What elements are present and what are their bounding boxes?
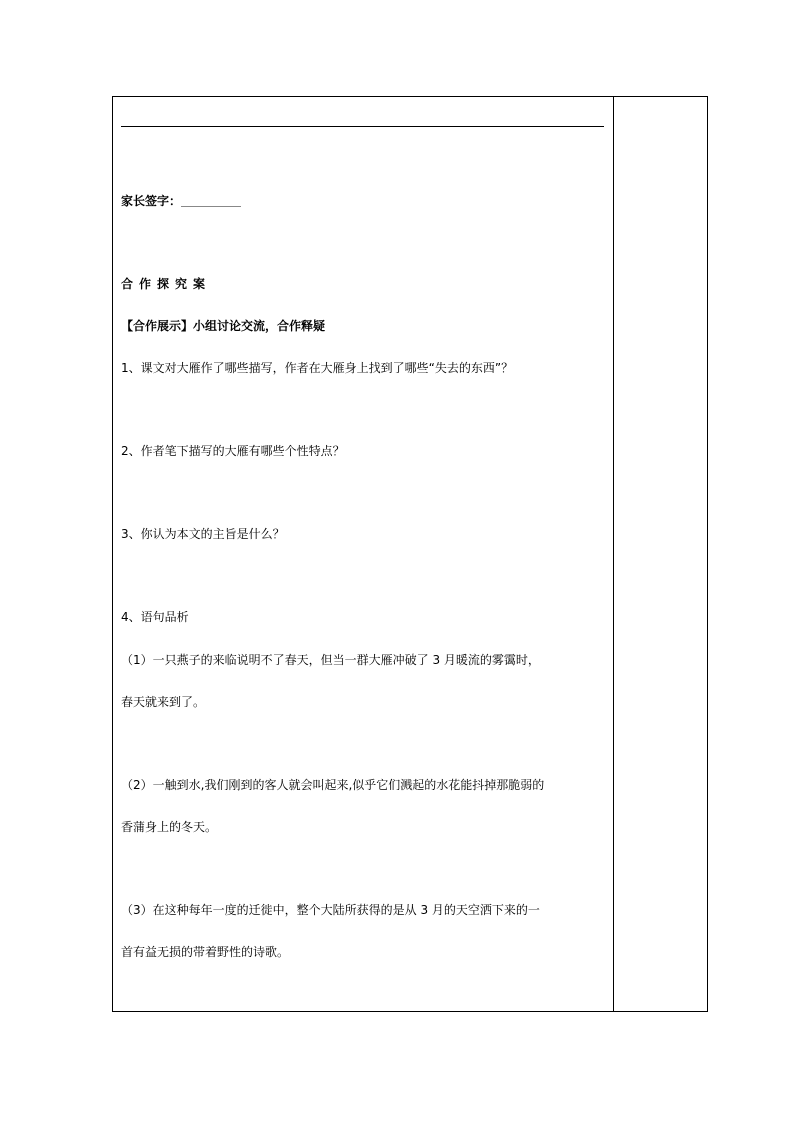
signature-blank: ＿＿＿＿＿	[181, 194, 242, 208]
signature-label: 家长签字：	[121, 194, 182, 208]
question-3: 3、你认为本文的主旨是什么？	[121, 527, 285, 541]
section-title: 合作探究案	[121, 277, 212, 291]
worksheet-table	[112, 96, 708, 1012]
question-4: 4、语句品析	[121, 610, 189, 624]
question-1: 1、课文对大雁作了哪些描写，作者在大雁身上找到了哪些“失去的东西”？	[121, 361, 514, 375]
sentence-1-line-1: （1）一只燕子的来临说明不了春天，但当一群大雁冲破了 3 月暖流的雾霭时，	[121, 653, 540, 667]
answer-line	[121, 126, 604, 127]
sentence-3-line-2: 首有益无损的带着野性的诗歌。	[121, 945, 290, 959]
column-divider	[613, 97, 614, 1011]
sentence-2-line-2: 香蒲身上的冬天。	[121, 820, 218, 834]
sentence-1-line-2: 春天就来到了。	[121, 695, 206, 709]
parent-signature	[121, 194, 241, 208]
question-2: 2、作者笔下描写的大雁有哪些个性特点？	[121, 444, 345, 458]
sentence-3-line-1: （3）在这种每年一度的迁徙中，整个大陆所获得的是从 3 月的天空洒下来的一	[121, 903, 540, 917]
task-heading: 【合作展示】小组讨论交流，合作释疑	[121, 319, 326, 333]
sentence-2-line-1: （2）一触到水,我们刚到的客人就会叫起来,似乎它们溅起的水花能抖掉那脆弱的	[121, 778, 545, 792]
